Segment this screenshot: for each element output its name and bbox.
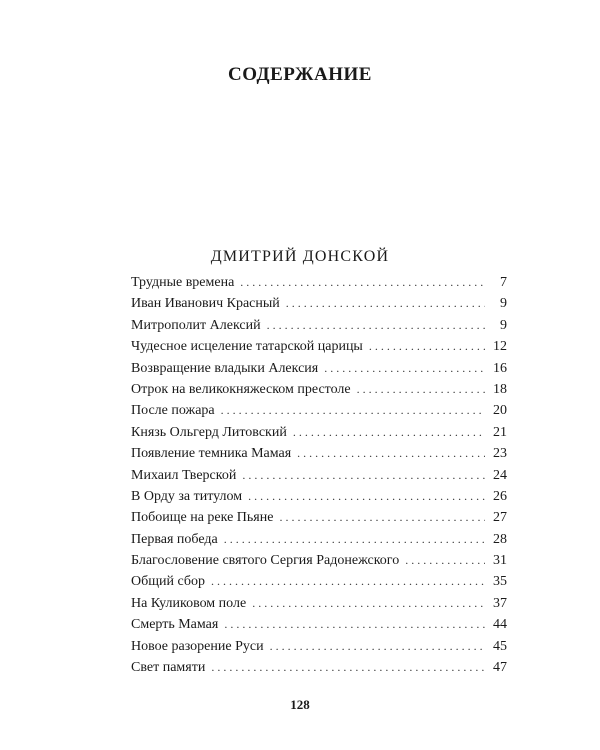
toc-entry-page: 28 <box>493 531 507 547</box>
toc-leader-dots <box>248 486 485 507</box>
toc-leader-dots <box>221 400 485 421</box>
toc-entry-title: Митрополит Алексий <box>131 317 261 333</box>
toc-entry-page: 37 <box>493 595 507 611</box>
toc-entry-page: 45 <box>493 638 507 654</box>
toc-entry-title: Михаил Тверской <box>131 467 237 483</box>
toc-entry-title: Смерть Мамая <box>131 617 219 633</box>
toc-entry-title: Общий сбор <box>131 574 206 590</box>
toc-leader-dots <box>369 336 485 357</box>
toc-entry-title: Трудные времена <box>131 275 235 290</box>
toc-leader-dots <box>405 550 485 571</box>
toc-leader-dots <box>211 571 485 592</box>
toc-entry-title: После пожара <box>131 403 215 419</box>
toc-entry-page: 16 <box>493 360 507 376</box>
toc-entry-title: В Орду за титулом <box>131 488 243 504</box>
toc-entry <box>131 422 507 443</box>
toc-entry <box>131 443 507 464</box>
toc-entry <box>131 593 507 614</box>
toc-leader-dots <box>240 272 485 293</box>
toc-entry-page: 35 <box>493 574 507 590</box>
toc-leader-dots <box>267 315 485 336</box>
table-of-contents <box>131 272 507 678</box>
toc-entry-title: Князь Ольгерд Литовский <box>131 424 287 440</box>
toc-leader-dots <box>279 507 485 528</box>
toc-leader-dots <box>242 465 485 486</box>
toc-entry <box>131 315 507 336</box>
toc-entry-page: 44 <box>493 617 507 633</box>
toc-entry-title: Побоище на реке Пьяне <box>131 510 274 526</box>
section-title: ДМИТРИЙ ДОНСКОЙ <box>210 248 390 265</box>
toc-entry-page: 47 <box>493 660 507 676</box>
toc-entry <box>131 550 507 571</box>
toc-entry <box>131 293 507 314</box>
toc-entry-title: На Куликовом поле <box>131 595 247 611</box>
toc-leader-dots <box>297 443 485 464</box>
toc-leader-dots <box>270 636 485 657</box>
toc-entry <box>131 507 507 528</box>
toc-entry <box>131 400 507 421</box>
toc-entry-page: 23 <box>493 446 507 462</box>
toc-entry-title: Свет памяти <box>131 660 206 676</box>
toc-entry <box>131 272 507 293</box>
toc-entry-page: 20 <box>493 403 507 419</box>
toc-leader-dots <box>224 529 485 550</box>
toc-entry <box>131 571 507 592</box>
toc-entry <box>131 614 507 635</box>
toc-entry-page: 31 <box>493 553 507 569</box>
toc-entry-title: Иван Иванович Красный <box>131 296 280 312</box>
toc-entry <box>131 486 507 507</box>
toc-entry-title: Появление темника Мамая <box>131 446 292 462</box>
toc-leader-dots <box>324 358 485 379</box>
toc-entry-title: Первая победа <box>131 531 218 547</box>
toc-leader-dots <box>252 593 485 614</box>
toc-entry-page: 27 <box>493 510 507 526</box>
toc-entry-page: 9 <box>500 317 507 333</box>
toc-entry <box>131 657 507 678</box>
toc-leader-dots <box>293 422 485 443</box>
toc-entry-title: Чудесное исцеление татарской царицы <box>131 339 363 355</box>
toc-entry-page: 9 <box>500 296 507 312</box>
toc-entry <box>131 529 507 550</box>
contents-heading: СОДЕРЖАНИЕ <box>228 64 372 85</box>
toc-entry-page: 21 <box>493 424 507 440</box>
toc-entry-title: Отрок на великокняжеском престоле <box>131 381 351 397</box>
toc-leader-dots <box>286 293 485 314</box>
toc-entry-page: 12 <box>493 339 507 355</box>
toc-entry-page: 24 <box>493 467 507 483</box>
toc-entry <box>131 336 507 357</box>
toc-entry-page: 18 <box>493 381 507 397</box>
page-number: 128 <box>290 697 310 712</box>
toc-entry-title: Благословение святого Сергия Радонежского <box>131 553 400 569</box>
toc-leader-dots <box>211 657 485 678</box>
toc-leader-dots <box>224 614 485 635</box>
toc-entry-title: Новое разорение Руси <box>131 638 264 654</box>
toc-entry <box>131 379 507 400</box>
toc-entry <box>131 465 507 486</box>
toc-entry-page: 26 <box>493 488 507 504</box>
toc-entry-page: 7 <box>500 275 507 290</box>
toc-entry-title: Возвращение владыки Алексия <box>131 360 319 376</box>
toc-entry <box>131 358 507 379</box>
toc-leader-dots <box>357 379 485 400</box>
toc-entry <box>131 636 507 657</box>
